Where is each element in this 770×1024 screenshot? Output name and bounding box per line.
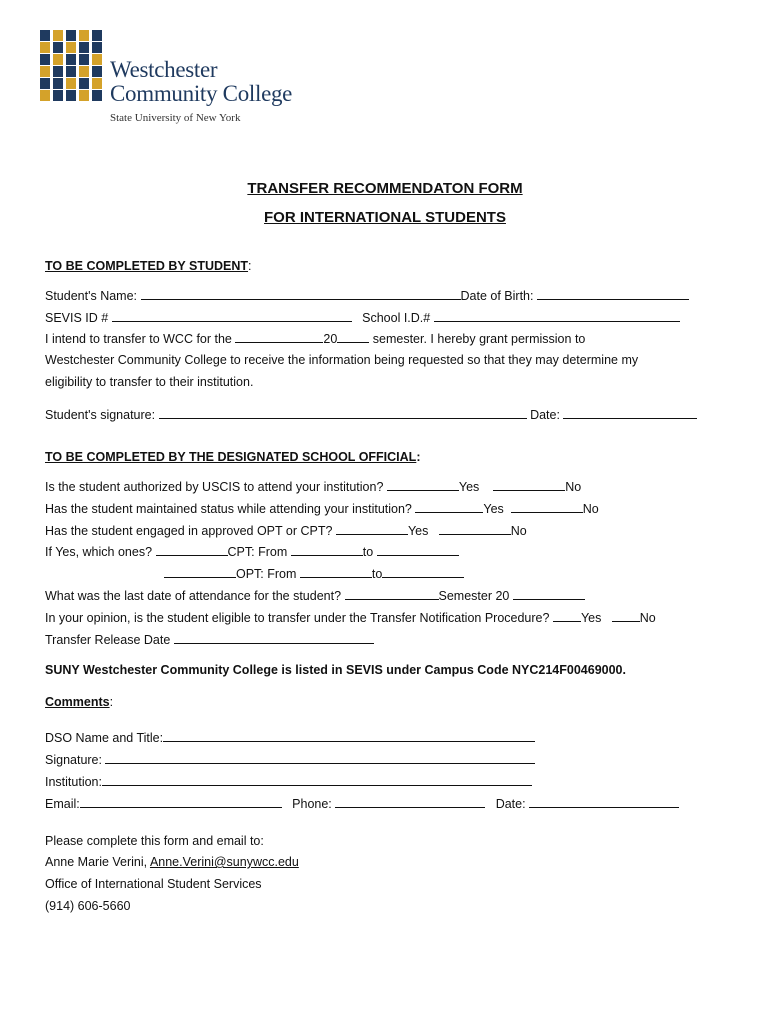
cpt-from-field[interactable]	[291, 543, 363, 556]
dso-email-field[interactable]	[80, 795, 282, 808]
logo-square	[66, 30, 76, 41]
uscis-row: Is the student authorized by USCIS to attend your institution? Yes No	[45, 480, 582, 494]
logo-square	[79, 30, 89, 41]
logo-square	[66, 54, 76, 65]
contact-office: Office of International Student Services	[45, 877, 262, 891]
release-date-field[interactable]	[174, 631, 374, 644]
status-no-field[interactable]	[511, 500, 583, 513]
official-section-heading: TO BE COMPLETED BY THE DESIGNATED SCHOOL OFFICIAL:	[45, 450, 421, 464]
dso-phone-field[interactable]	[335, 795, 485, 808]
contact-email-link[interactable]: Anne.Verini@sunywcc.edu	[149, 855, 299, 869]
dso-name-field[interactable]	[163, 729, 535, 742]
uscis-yes-field[interactable]	[387, 478, 459, 491]
logo-square	[53, 66, 63, 77]
logo-square	[79, 42, 89, 53]
logo-square	[53, 78, 63, 89]
logo-square	[92, 66, 102, 77]
semester-field[interactable]	[235, 330, 323, 343]
logo-subtitle: State University of New York	[110, 112, 241, 124]
logo-square	[92, 30, 102, 41]
logo-square	[79, 66, 89, 77]
sevis-id-field[interactable]	[112, 309, 352, 322]
dso-institution-row: Institution:	[45, 773, 532, 790]
opt-dates-row: OPT: From to	[164, 565, 464, 582]
logo-square	[92, 42, 102, 53]
dso-signature-row: Signature:	[45, 751, 535, 768]
which-cpt-row: If Yes, which ones? CPT: From to	[45, 543, 459, 560]
dso-contact-row: Email: Phone: Date:	[45, 795, 679, 812]
status-row: Has the student maintained status while attending your institution? Yes No	[45, 502, 599, 516]
logo-square	[66, 90, 76, 101]
permission-line-3: eligibility to transfer to their institution.	[45, 375, 254, 389]
contact-person-row: Anne Marie Verini, Anne.Verini@sunywcc.edu	[45, 855, 299, 869]
logo-square	[92, 54, 102, 65]
logo-square	[40, 30, 50, 41]
contact-phone: (914) 606-5660	[45, 899, 131, 913]
permission-line-2: Westchester Community College to receive the information being requested so that they may determine my	[45, 353, 639, 367]
logo-square	[66, 42, 76, 53]
school-id-label: School I.D.#	[362, 311, 431, 325]
intend-row: I intend to transfer to WCC for the 20 semester. I hereby grant permission to	[45, 332, 586, 346]
opt-row: Has the student engaged in approved OPT or CPT? Yes No	[45, 524, 527, 538]
year-field[interactable]	[337, 330, 369, 343]
logo-grid-icon	[40, 30, 104, 102]
sevis-row	[45, 309, 680, 326]
student-signature-field[interactable]	[159, 406, 527, 419]
eligible-yes-field[interactable]	[553, 609, 581, 622]
opt-no-field[interactable]	[439, 522, 511, 535]
logo-square	[79, 90, 89, 101]
dso-signature-field[interactable]	[105, 751, 535, 764]
dso-institution-field[interactable]	[102, 773, 532, 786]
cpt-field[interactable]	[156, 543, 228, 556]
signature-row: Student's signature: Date:	[45, 406, 697, 423]
sevis-label: SEVIS ID #	[45, 311, 109, 325]
eligible-no-field[interactable]	[612, 609, 640, 622]
logo-square	[40, 78, 50, 89]
logo-square	[53, 54, 63, 65]
uscis-no-field[interactable]	[493, 478, 565, 491]
logo-square	[66, 66, 76, 77]
logo-square	[40, 66, 50, 77]
last-date-row: What was the last date of attendance for the student? Semester 20	[45, 587, 585, 604]
logo-square	[40, 90, 50, 101]
logo-square	[53, 90, 63, 101]
eligible-row: In your opinion, is the student eligible to transfer under the Transfer Notification Procedure? Yes No	[45, 611, 656, 625]
student-date-field[interactable]	[563, 406, 697, 419]
opt-field[interactable]	[164, 565, 236, 578]
form-title-line1: TRANSFER RECOMMENDATON FORM	[247, 180, 523, 197]
school-id-field[interactable]	[434, 309, 680, 322]
logo-square	[40, 42, 50, 53]
logo-square	[66, 78, 76, 89]
opt-yes-field[interactable]	[336, 522, 408, 535]
release-date-row: Transfer Release Date	[45, 631, 374, 648]
logo-square	[53, 42, 63, 53]
logo-square	[92, 78, 102, 89]
cpt-to-field[interactable]	[377, 543, 459, 556]
logo-square	[92, 90, 102, 101]
status-yes-field[interactable]	[415, 500, 483, 513]
comments-label: Comments:	[45, 695, 114, 709]
opt-to-field[interactable]	[382, 565, 464, 578]
opt-from-field[interactable]	[300, 565, 372, 578]
form-title-line2: FOR INTERNATIONAL STUDENTS	[264, 209, 506, 226]
logo-square	[40, 54, 50, 65]
dob-field[interactable]	[537, 287, 689, 300]
campus-code-notice: SUNY Westchester Community College is listed in SEVIS under Campus Code NYC214F00469000.	[45, 663, 626, 677]
last-date-field[interactable]	[345, 587, 439, 600]
student-name-label: Student's Name:	[45, 289, 138, 303]
semester-year-field[interactable]	[513, 587, 585, 600]
student-name-row	[45, 287, 689, 304]
contact-intro: Please complete this form and email to:	[45, 834, 264, 848]
dso-date-field[interactable]	[529, 795, 679, 808]
logo-name: Westchester Community College	[110, 57, 293, 106]
logo-square	[53, 30, 63, 41]
logo-square	[79, 54, 89, 65]
dso-name-row: DSO Name and Title:	[45, 729, 535, 746]
dob-label: Date of Birth:	[460, 289, 534, 303]
logo-square	[79, 78, 89, 89]
student-name-field[interactable]	[141, 287, 461, 300]
student-section-heading: TO BE COMPLETED BY STUDENT:	[45, 259, 252, 273]
